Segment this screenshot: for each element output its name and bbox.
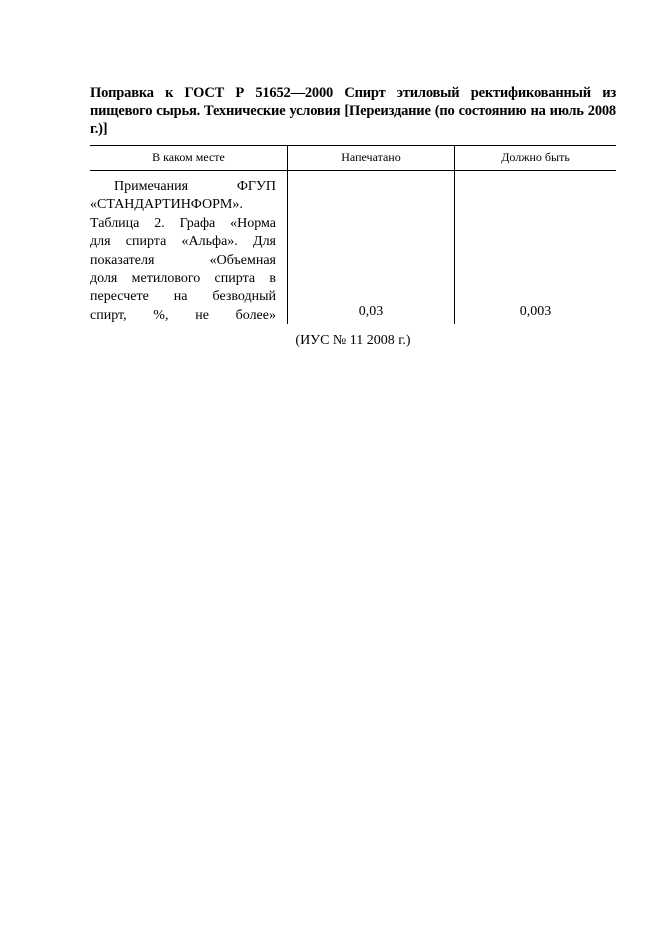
where-line: Таблица 2. Графа «Норма [90,215,276,231]
header-where: В каком месте [152,150,225,164]
header-printed: Напечатано [341,150,401,164]
cell-printed: 0,03 [358,304,384,319]
where-line: пересчете на безводный [90,289,276,305]
header-should-be: Должно быть [501,150,570,164]
where-line: спирт, %, не более» [90,307,276,323]
amendment-table [90,145,616,324]
table-header-rule [90,170,616,171]
cell-should-be: 0,003 [519,304,552,319]
where-line: для спирта «Альфа». Для [90,234,276,250]
where-line: показателя «Объемная [90,252,276,268]
source-reference: (ИУС № 11 2008 г.) [295,333,411,348]
document-title: Поправка к ГОСТ Р 51652—2000 Спирт этиловый ректификованный из пищевого сырья. Технические условия [Переиздание (по состоянию на июль 2008 г.)] [90,85,616,137]
column-divider-1 [287,145,288,324]
cell-where [90,178,276,325]
where-line: Примечания ФГУП [114,179,276,194]
where-line: «СТАНДАРТИНФОРМ». [90,197,243,213]
where-line: доля метилового спирта в [90,271,276,287]
table-top-rule [90,145,616,146]
column-divider-2 [454,145,455,324]
